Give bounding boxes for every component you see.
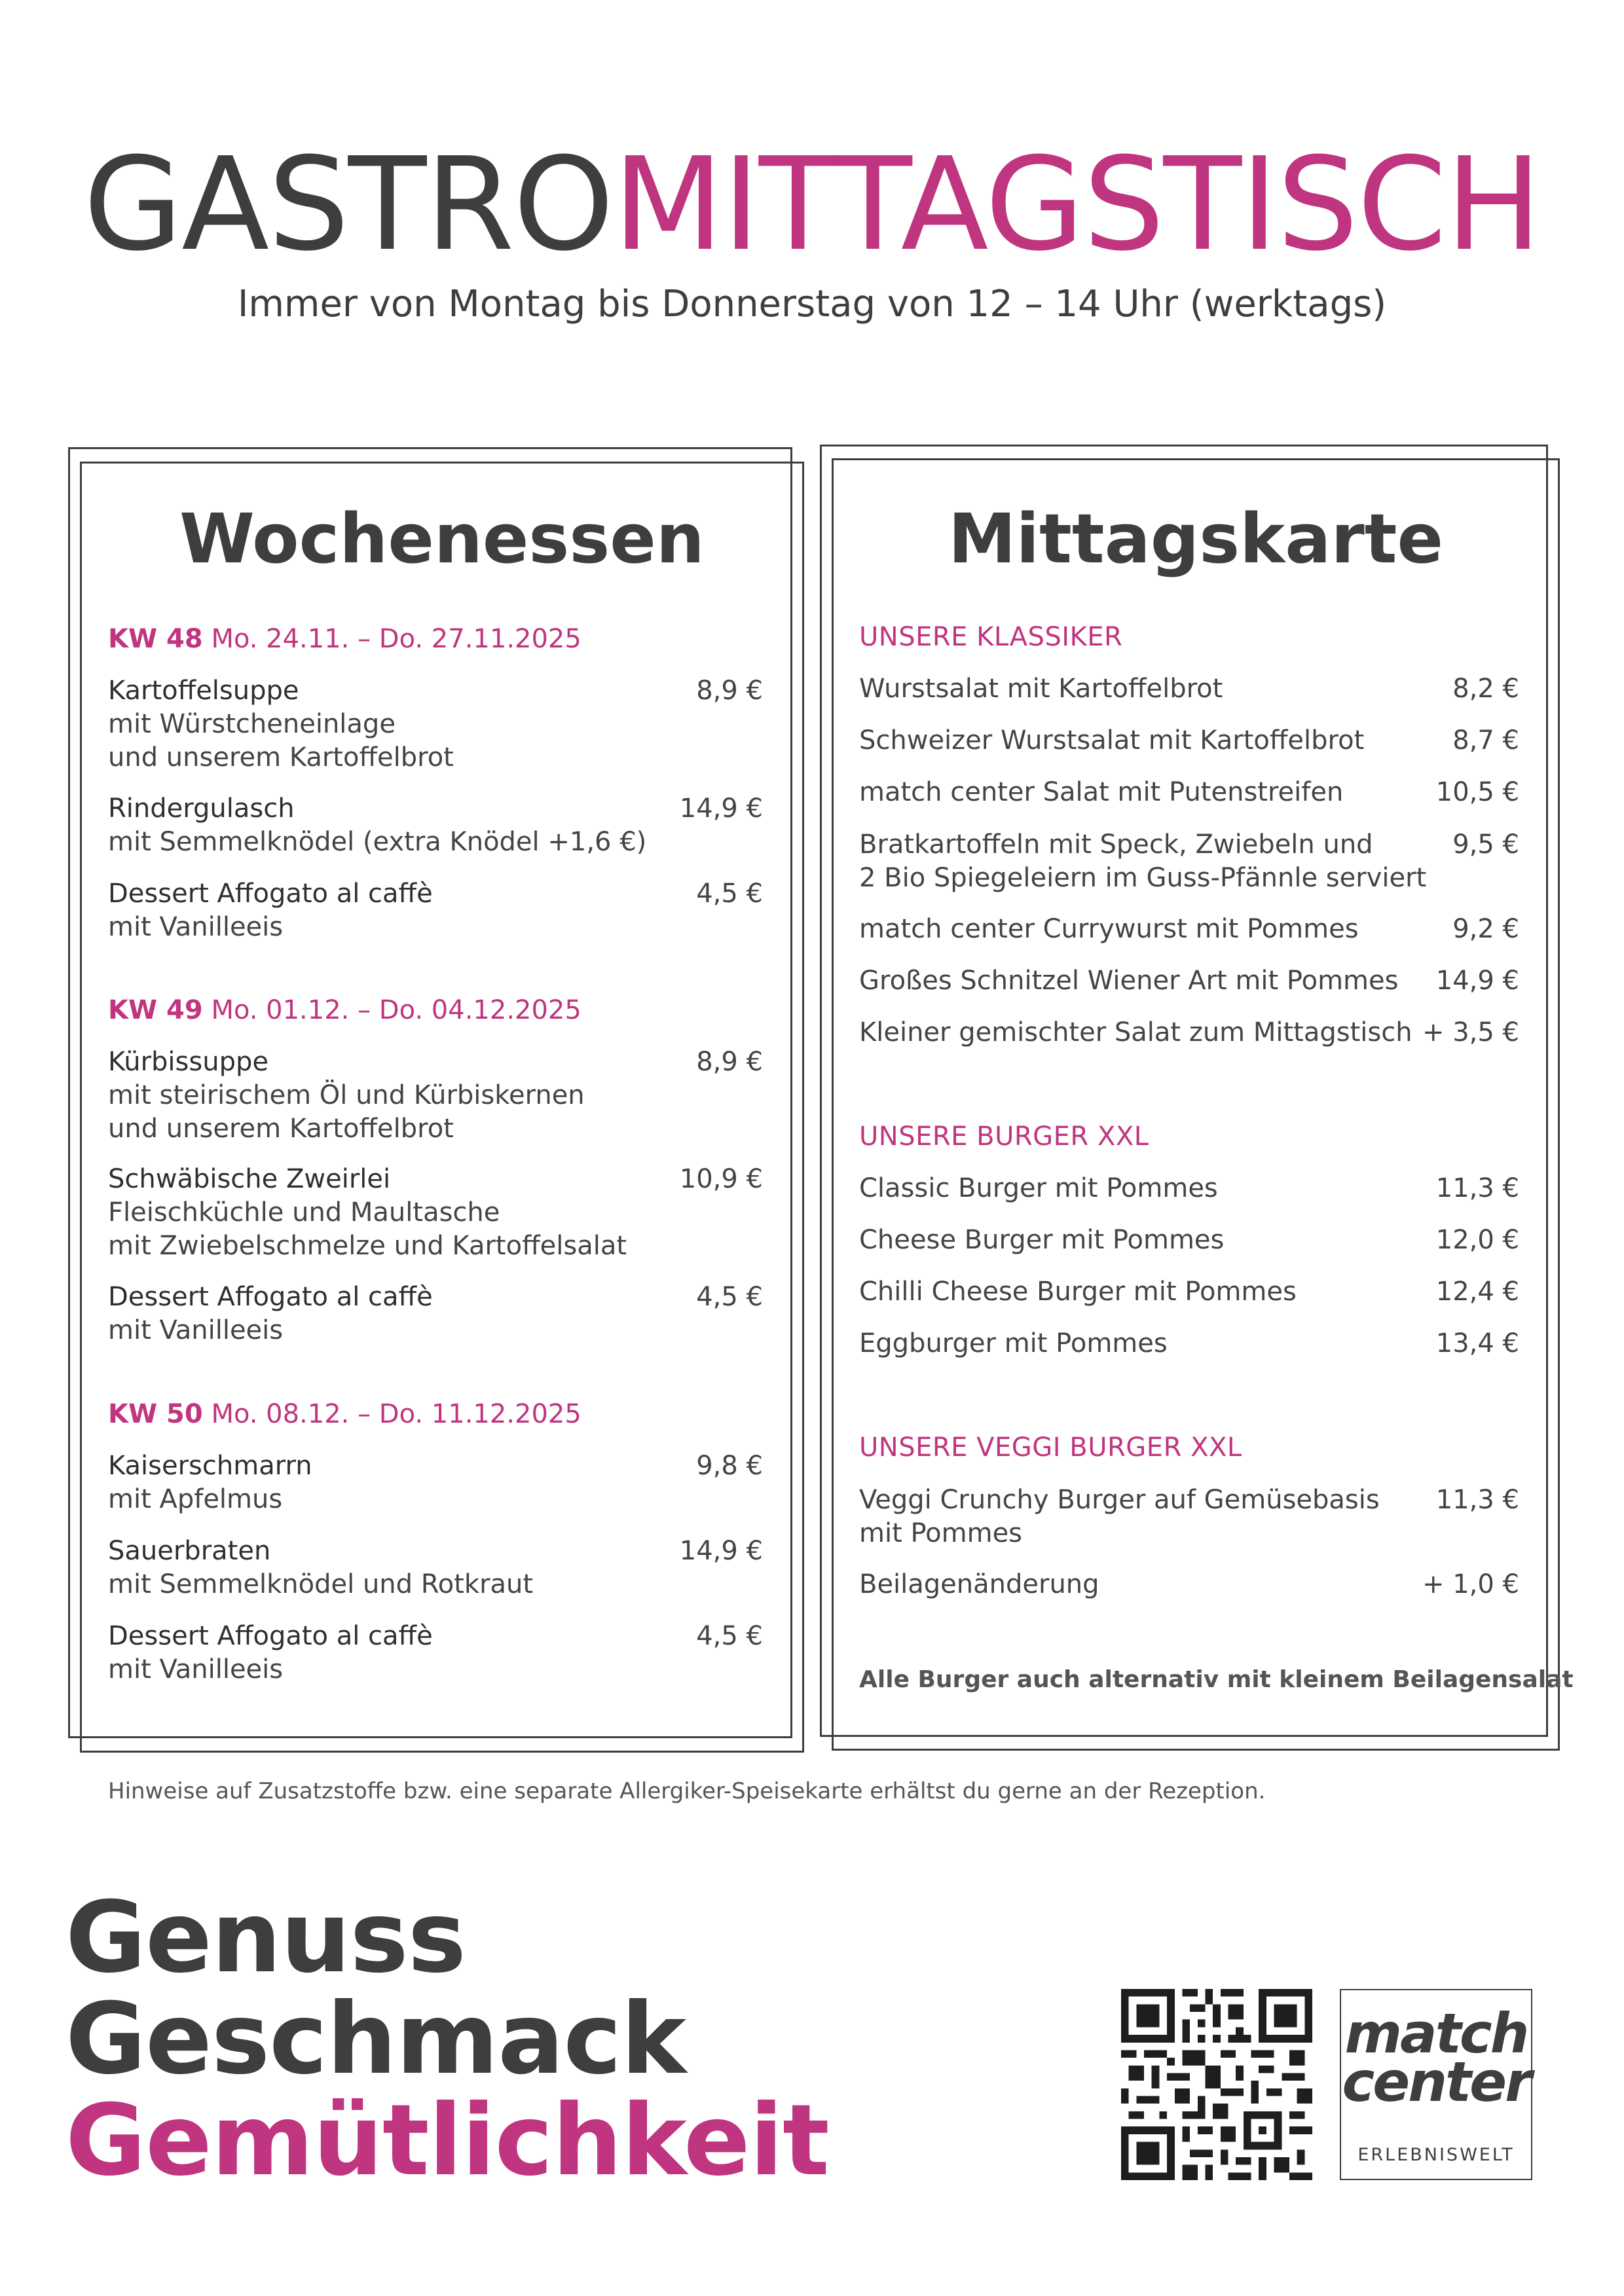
dish-name: Rindergulasch xyxy=(108,793,295,824)
allergen-footnote: Hinweise auf Zusatzstoffe bzw. eine separate Allergiker-Speisekarte erhältst du gerne an der Rezeption. xyxy=(108,1778,1266,1804)
dish-name: Kürbissuppe xyxy=(108,1047,268,1077)
menu-item-name: Bratkartoffeln mit Speck, Zwiebeln und xyxy=(859,829,1373,860)
dish-price: 10,9 € xyxy=(679,1164,763,1194)
burger-note: Alle Burger auch alternativ mit kleinem Beilagensalat xyxy=(859,1666,1574,1693)
slogan-line-2: Geschmack xyxy=(65,1982,686,2096)
menu-item-name: match center Salat mit Putenstreifen xyxy=(859,777,1344,807)
menu-item-name: mit Pommes xyxy=(859,1518,1023,1548)
menu-item-name: Cheese Burger mit Pommes xyxy=(859,1225,1225,1255)
page-title xyxy=(0,130,1624,280)
menu-item-name: match center Currywurst mit Pommes xyxy=(859,914,1359,944)
dish-item xyxy=(108,674,763,774)
dish-name: Dessert Affogato al caffè xyxy=(108,1282,433,1312)
dish-name: Kaiserschmarrn xyxy=(108,1451,312,1481)
menu-item-price: 13,4 € xyxy=(1435,1328,1519,1358)
section-heading: UNSERE KLASSIKER xyxy=(859,622,1123,652)
dish-name: Kartoffelsuppe xyxy=(108,676,299,706)
menu-item xyxy=(859,1275,1519,1309)
logo-line-erlebniswelt: ERLEBNISWELT xyxy=(1357,2145,1515,2165)
menu-item-price: 14,9 € xyxy=(1435,966,1519,996)
qr-code[interactable] xyxy=(1121,1989,1312,2180)
dish-price: 4,5 € xyxy=(696,1621,763,1651)
menu-item xyxy=(859,1484,1519,1550)
dish-item xyxy=(108,1620,763,1686)
dish-desc: Fleischküchle und Maultasche xyxy=(108,1197,500,1228)
menu-item xyxy=(859,1327,1519,1360)
menu-item-price: 9,5 € xyxy=(1452,829,1519,860)
menu-item xyxy=(859,776,1519,809)
menu-item-price: 12,0 € xyxy=(1435,1225,1519,1255)
dish-item xyxy=(108,792,763,859)
dish-desc: mit Semmelknödel (extra Knödel +1,6 €) xyxy=(108,827,647,857)
menu-item-price: 10,5 € xyxy=(1435,777,1519,807)
dish-item xyxy=(108,1281,763,1347)
dish-price: 14,9 € xyxy=(679,1536,763,1566)
dish-price: 8,9 € xyxy=(696,676,763,706)
section-heading: UNSERE BURGER XXL xyxy=(859,1121,1149,1152)
menu-item-name: Classic Burger mit Pommes xyxy=(859,1173,1218,1203)
menu-item xyxy=(859,724,1519,757)
dish-desc: mit Vanilleeis xyxy=(108,1315,284,1345)
logo-line-match: match xyxy=(1344,2001,1528,2066)
dish-desc: mit Vanilleeis xyxy=(108,1654,284,1685)
dish-desc: mit steirischem Öl und Kürbiskernen xyxy=(108,1080,585,1110)
dish-desc: mit Semmelknödel und Rotkraut xyxy=(108,1569,534,1599)
menu-item-price: 12,4 € xyxy=(1435,1277,1519,1307)
week-heading xyxy=(108,624,581,654)
match-center-logo xyxy=(1340,1989,1532,2180)
slogan-line-1: Genuss xyxy=(65,1881,466,1995)
menu-item-name: Schweizer Wurstsalat mit Kartoffelbrot xyxy=(859,725,1365,756)
dish-desc: mit Würstcheneinlage xyxy=(108,709,396,739)
dish-desc: und unserem Kartoffelbrot xyxy=(108,1114,454,1144)
menu-item xyxy=(859,913,1519,946)
week-kw: KW 50 xyxy=(108,1399,203,1429)
dish-desc: mit Apfelmus xyxy=(108,1484,283,1514)
menu-item-name: Kleiner gemischter Salat zum Mittagstisch xyxy=(859,1017,1412,1048)
dish-desc: mit Zwiebelschmelze und Kartoffelsalat xyxy=(108,1231,627,1261)
week-kw: KW 48 xyxy=(108,624,203,654)
menu-item-name: Wurstsalat mit Kartoffelbrot xyxy=(859,674,1223,704)
menu-item xyxy=(859,1016,1519,1049)
wochenessen-title: Wochenessen xyxy=(179,499,705,579)
title-gastro: GASTRO xyxy=(83,130,613,280)
week-dates: Mo. 24.11. – Do. 27.11.2025 xyxy=(211,624,581,654)
dish-item xyxy=(108,1163,763,1263)
menu-item xyxy=(859,1172,1519,1205)
dish-name: Schwäbische Zweirlei xyxy=(108,1164,391,1194)
menu-item-name: Großes Schnitzel Wiener Art mit Pommes xyxy=(859,966,1399,996)
dish-item xyxy=(108,1535,763,1601)
menu-item xyxy=(859,1224,1519,1257)
week-dates: Mo. 01.12. – Do. 04.12.2025 xyxy=(211,995,581,1025)
week-heading xyxy=(108,1399,581,1429)
dish-name: Dessert Affogato al caffè xyxy=(108,1621,433,1651)
menu-item xyxy=(859,672,1519,706)
menu-item-name: Eggburger mit Pommes xyxy=(859,1328,1168,1358)
menu-item-name: Beilagenänderung xyxy=(859,1569,1099,1599)
dish-price: 14,9 € xyxy=(679,793,763,824)
dish-price: 9,8 € xyxy=(696,1451,763,1481)
mittagskarte-title: Mittagskarte xyxy=(948,499,1443,579)
dish-desc: und unserem Kartoffelbrot xyxy=(108,742,454,773)
logo-line-center: center xyxy=(1342,2050,1530,2114)
menu-item-name: Chilli Cheese Burger mit Pommes xyxy=(859,1277,1297,1307)
dish-price: 4,5 € xyxy=(696,879,763,909)
menu-item-price: 11,3 € xyxy=(1435,1485,1519,1515)
menu-item xyxy=(859,828,1519,895)
menu-item xyxy=(859,1568,1519,1601)
mittagskarte-frame-front xyxy=(832,458,1560,1751)
week-dates: Mo. 08.12. – Do. 11.12.2025 xyxy=(211,1399,581,1429)
menu-item-price: 11,3 € xyxy=(1435,1173,1519,1203)
menu-item-price: + 3,5 € xyxy=(1422,1017,1519,1048)
page-subtitle: Immer von Montag bis Donnerstag von 12 – 14 Uhr (werktags) xyxy=(237,283,1387,325)
dish-price: 4,5 € xyxy=(696,1282,763,1312)
dish-item xyxy=(108,1449,763,1516)
menu-item-price: 8,7 € xyxy=(1452,725,1519,756)
title-mittagstisch: MITTAGSTISCH xyxy=(612,130,1541,280)
dish-name: Dessert Affogato al caffè xyxy=(108,879,433,909)
slogan-line-3: Gemütlichkeit xyxy=(65,2084,829,2198)
menu-item-name: 2 Bio Spiegeleiern im Guss-Pfännle serviert xyxy=(859,863,1427,893)
week-kw: KW 49 xyxy=(108,995,203,1025)
dish-desc: mit Vanilleeis xyxy=(108,912,284,942)
dish-item xyxy=(108,877,763,944)
menu-item-price: 8,2 € xyxy=(1452,674,1519,704)
menu-item xyxy=(859,964,1519,998)
dish-name: Sauerbraten xyxy=(108,1536,271,1566)
menu-item-name: Veggi Crunchy Burger auf Gemüsebasis xyxy=(859,1485,1380,1515)
menu-item-price: 9,2 € xyxy=(1452,914,1519,944)
dish-price: 8,9 € xyxy=(696,1047,763,1077)
week-heading xyxy=(108,995,581,1025)
section-heading: UNSERE VEGGI BURGER XXL xyxy=(859,1432,1242,1463)
dish-item xyxy=(108,1046,763,1146)
menu-item-price: + 1,0 € xyxy=(1422,1569,1519,1599)
